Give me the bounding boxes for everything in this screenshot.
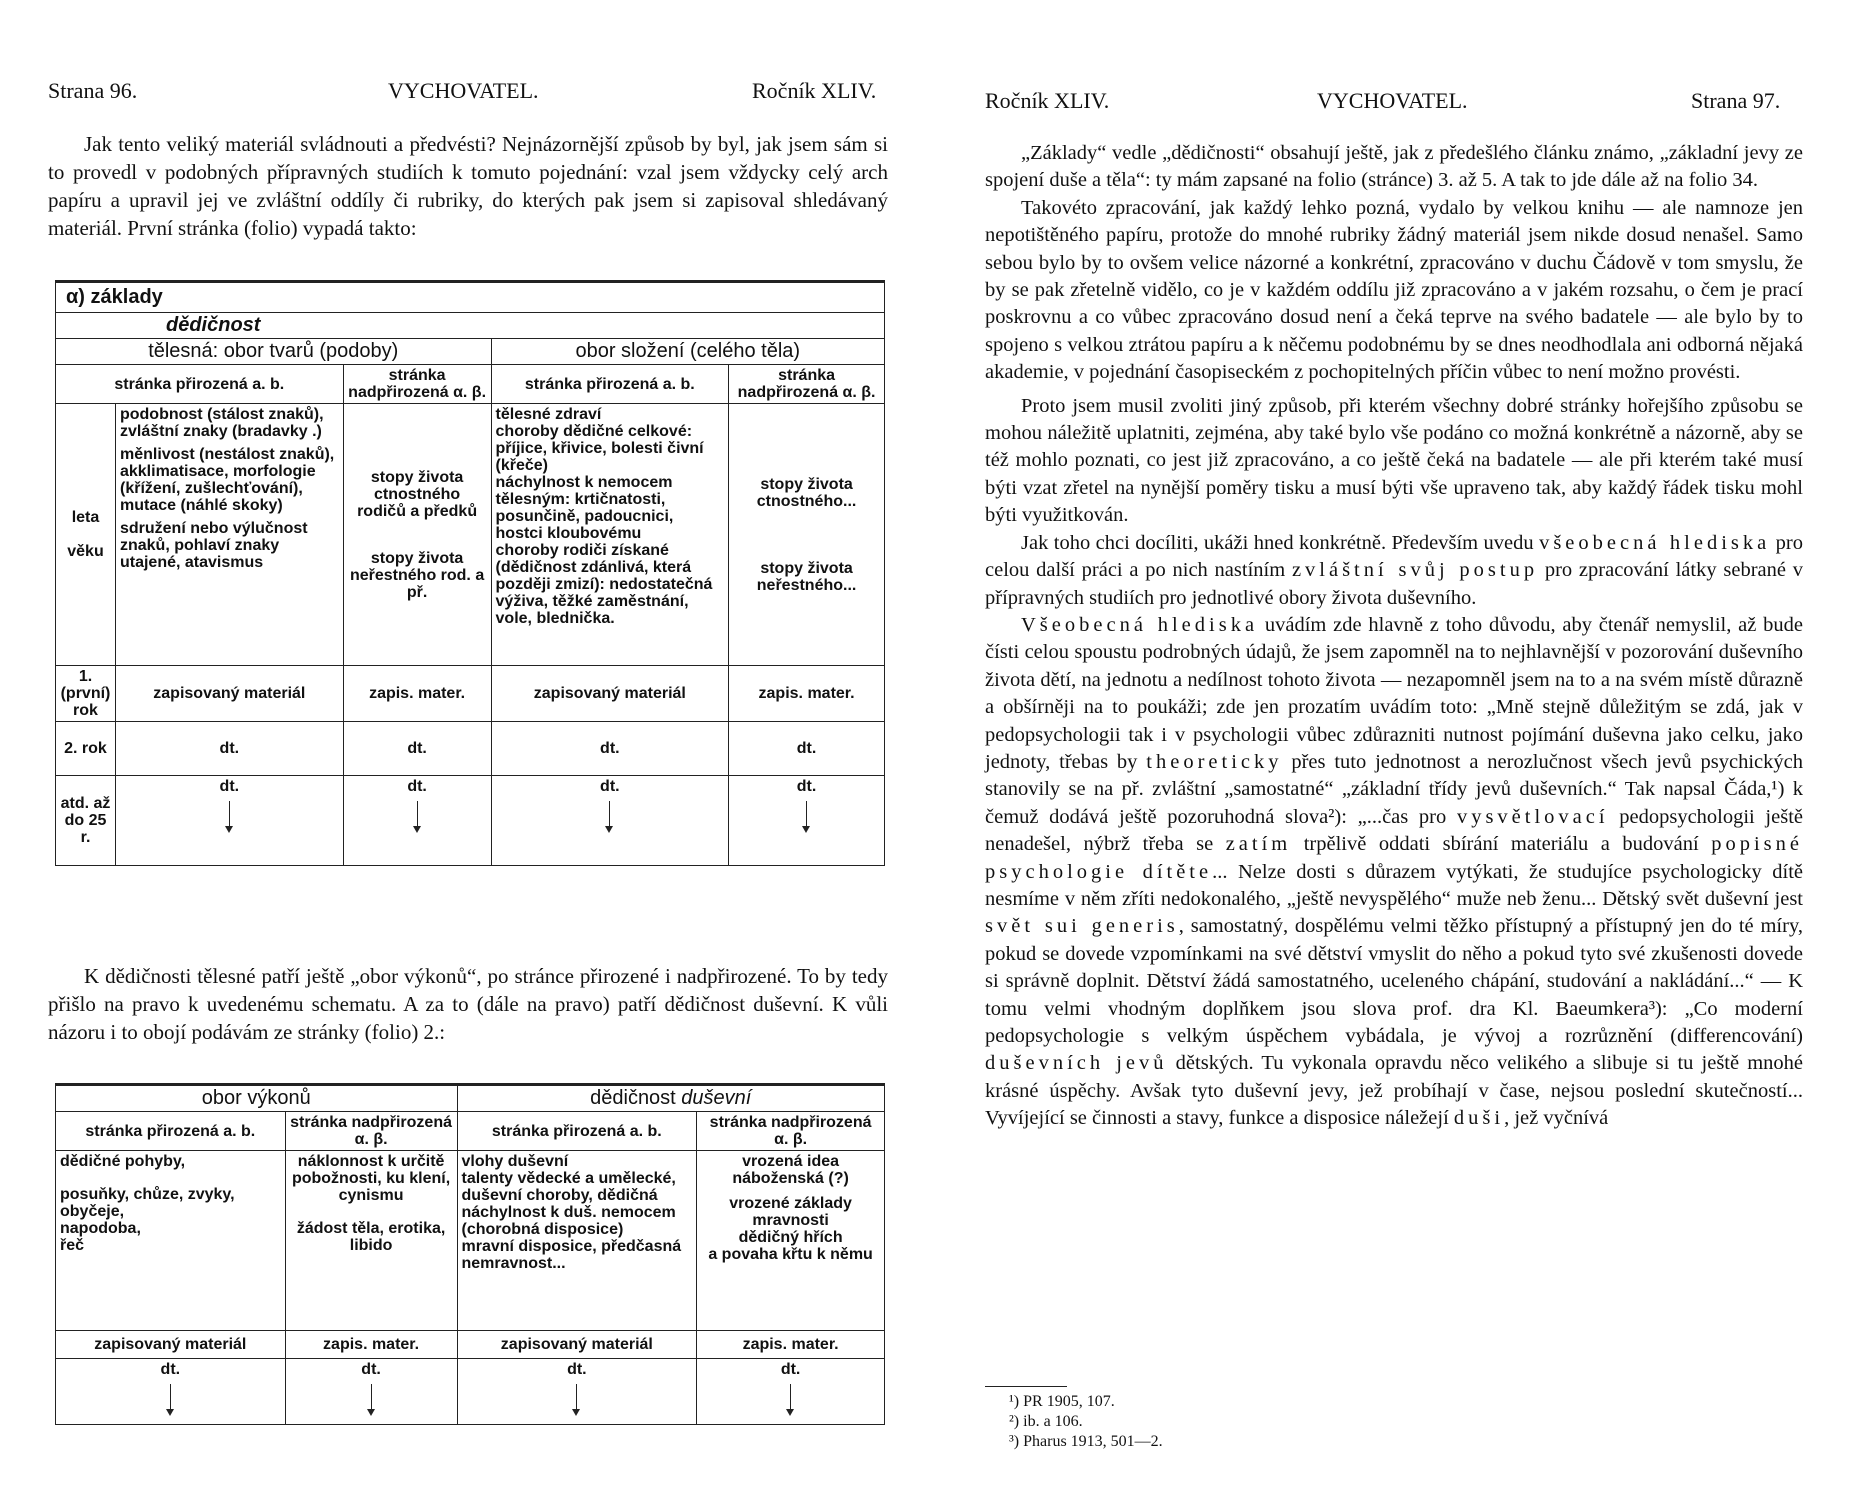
spaced-term: popisné psychologie dítěte: [985, 833, 1803, 883]
cell: zapisovaný materiál: [115, 666, 343, 722]
spaced-term: zatím: [1225, 833, 1292, 856]
down-arrow-icon: [371, 1384, 372, 1412]
cell-text: dt.: [796, 778, 817, 795]
body-text: [985, 140, 1803, 1133]
col-head: stránka přirozená a. b.: [491, 365, 729, 404]
col-head: stránka přirozená a. b.: [56, 1112, 286, 1151]
journal-title: VYCHOVATEL.: [388, 78, 539, 103]
cell: dt.: [115, 722, 343, 776]
cell-arrow: [115, 776, 343, 866]
footnote: ¹) PR 1905, 107.: [1009, 1393, 1115, 1410]
cell-arrow: [729, 776, 885, 866]
group-a-head: obor výkonů: [56, 1085, 458, 1112]
cell-line: řeč: [60, 1237, 85, 1254]
text-run: pedopsychologii ještě nenadešel, nýbrž třeba se: [985, 805, 1803, 856]
text-run: dětských. Tu vykonala opravdu něco velikého a slibuje si tu ještě mnohé krásné úspěchy. Avšak tyto duševní jevy, jež probíhají v čase, nejsou poslední skutečností... Vyvíjející se činnosti a stavy, funkce a disposice náležejí: [985, 1052, 1803, 1130]
footnote: ³) Pharus 1913, 501—2.: [1009, 1433, 1163, 1450]
cell-line: podobnost (stálost znaků), zvláštní znaky (bradavky .): [119, 406, 324, 440]
group-b-head: [457, 1085, 885, 1112]
cell-line: vlohy duševní: [461, 1153, 569, 1170]
cell-arrow: [457, 1359, 697, 1425]
cell-line: žádost těla, erotika, libido: [296, 1220, 446, 1254]
cell-line: duševní choroby, dědičná náchylnost k duš. nemocem (chorobná disposice): [461, 1187, 676, 1238]
text-run: pro celou další práci a po nich nastíním: [985, 531, 1803, 582]
cell-line: mravní disposice, předčasná nemravnost...: [461, 1238, 682, 1272]
cell: dt.: [729, 722, 885, 776]
cell-line: dědičné pohyby,: [60, 1153, 186, 1170]
cell-line: stopy života ctnostného rodičů a předků: [357, 468, 478, 520]
cell-line: měnlivost (nestálost znaků), akklimatisace, morfologie (křížení, zušlechťování), mutace (náhlé skoky): [119, 446, 335, 514]
cell-arrow: [491, 776, 729, 866]
section-label: α) základy: [56, 282, 885, 313]
cell-arrow: [697, 1359, 885, 1425]
cell-line: a povaha křtu k němu: [708, 1246, 873, 1263]
cell-line: choroby dědičné celkové: příjice, křivice, bolesti čivní (křeče): [495, 423, 704, 474]
group-b-head: obor složení (celého těla): [491, 339, 884, 365]
middle-text: K dědičnosti tělesné patří ještě „obor výkonů“, po stránce přirozené i nadpřirozené. To by tedy přišlo na pravo k uvedenému schematu. A za to (dále na pravo) patří dědičnost duševní. K vůli názoru i to obojí podávám ze stránky (folio) 2.:: [48, 964, 888, 1044]
cell-arrow: [343, 776, 491, 866]
footnotes: [1009, 1392, 1163, 1452]
page-number: Strana 97.: [1691, 88, 1781, 113]
cell: dt.: [491, 722, 729, 776]
text-run: ... Nelze dosti s důrazem vytýkati, že studujíce psychologicky dítě nesmíme v něm zříti nedokonalého, „ještě nevyspělého“ muže neb ženu... Dětský svět duševní jest: [985, 860, 1803, 910]
cell-form-natural: [115, 404, 343, 666]
spaced-term: všeobecná hlediska: [1539, 531, 1771, 554]
row-label: 2. rok: [56, 722, 116, 776]
journal-title: VYCHOVATEL.: [1317, 88, 1468, 113]
middle-paragraph: [48, 962, 888, 1046]
cell-performance-supernatural: [285, 1151, 457, 1331]
cell-line: náchylnost k nemocem tělesným: krtičnatosti, posunčině, padoucnici, hostci kloubovému: [495, 474, 674, 542]
paragraph-4: [985, 530, 1803, 612]
cell-line: stopy života ctnostného...: [756, 475, 857, 510]
paragraph-3: Proto jsem musil zvoliti jiný způsob, při kterém všechny dobré stránky hořejšího způsobu se mohou náležitě uplatniti, zejména, aby také bylo vše podáno co možná konkrétně a názorně, aby se též mohlo poznati, co jest již zpracováno, a co ještě čeká na badatele — ale při kterém také musí býti vzat zřetel na nynější poměry tisku a musí býti vše upraveno tak, aby každý řádek tisku mohl býti využitkován.: [985, 394, 1803, 527]
down-arrow-icon: [170, 1384, 171, 1412]
cell-mental-natural: [457, 1151, 697, 1331]
intro-paragraph: [48, 130, 888, 242]
cell: zapisovaný materiál: [457, 1331, 697, 1359]
down-arrow-icon: [576, 1384, 577, 1412]
group-b-head-2: duševní: [681, 1087, 752, 1109]
cell-line: stopy života neřestného rod. a př.: [349, 549, 485, 601]
text-run: pro zpracování látky sebrané v přípravných studiích pro jednotlivé obory života duševního.: [985, 559, 1803, 609]
cell-text: dt.: [160, 1361, 181, 1378]
footnote: ²) ib. a 106.: [1009, 1413, 1083, 1430]
cell-text: dt.: [567, 1361, 587, 1378]
cell-line: dědičný hřích: [738, 1229, 843, 1246]
text-run: Jak toho chci docíliti, ukáži hned konkrétně. Především uvedu: [1021, 531, 1540, 554]
cell-line: vrozené základy mravnosti: [729, 1195, 852, 1229]
col-head: stránka přirozená a. b.: [56, 365, 344, 404]
cell-text: dt.: [219, 778, 240, 795]
cell: zapis. mater.: [285, 1331, 457, 1359]
cell-arrow: [56, 1359, 286, 1425]
paragraph-5: [985, 612, 1803, 1133]
down-arrow-icon: [417, 801, 418, 829]
row-label: atd. až do 25 r.: [56, 776, 116, 866]
spaced-term: duševních jevů: [985, 1052, 1168, 1075]
cell-line: choroby rodiči získané (dědičnost zdánlivá, která později zmizí): nedostatečná výživa, těžké zaměstnání, vole, blednička.: [495, 542, 713, 627]
cell: zapisovaný materiál: [491, 666, 729, 722]
footnote-rule: [985, 1386, 1067, 1387]
volume-label: Ročník XLIV.: [985, 88, 1110, 113]
cell-arrow: [285, 1359, 457, 1425]
subsection-label: dědičnost: [56, 313, 885, 339]
cell: dt.: [343, 722, 491, 776]
cell-line: vrozená idea náboženská (?): [732, 1153, 849, 1187]
intro-text: Jak tento veliký materiál svládnouti a předvésti? Nejnázornější způsob by byl, jak jsem sám si to provedl v podobných přípravných studiích k tomuto pojednání: vzal jsem vždycky celý arch papíru a upravil jej ve zvláštní oddíly či rubriky, do kterých pak jsem si zapisoval shledávaný materiál. První stránka (folio) vypadá takto:: [48, 132, 888, 240]
text-run: uvádím zde hlavně z toho důvodu, aby čtenář nemyslil, až bude čísti celou spoustu podrobných údajů, že jsem zapomněl na to nejhlavnější v pozorování duševního života dětí, na jednotu a nedílnost tohoto života — nezapomněl jsem na to a na svém místě důrazně a obšírněji na to poukáži; zde jen prozatím uvádím toto: „Mně stejně důležitým se zdá, jak v pedopsychologii tak i v psychologii vůbec zdůrazniti nutnost pojímání duševna jako celku, jako jednoty, třebas by: [985, 613, 1803, 773]
schema-table-2: [55, 1083, 885, 1425]
cell-line: náklonnost k určitě pobožnosti, ku klení, cynismu: [291, 1153, 451, 1204]
cell-line: napodoba,: [60, 1220, 141, 1237]
down-arrow-icon: [806, 801, 807, 829]
col-head: stránka nadpřirozená α. β.: [729, 365, 885, 404]
text-run: , samostatný, dospělému velmi těžko přístupný a přístupný jen do té míry, pokud se dovede vzpomínkami na své dětství vmyslit do něho a pokud tyto své zkušenosti dovede si správně doplnit. Dětství žádá samostatného, uceleného chápání, studování a nakládání...“ — K tomu velmi vhodným doplňkem jsou slova prof. dra Kl. Baeumkera³): „Co moderní pedopsychologie s velkým úspěchem vybádala, je vývoj a rozrůznění (differencování): [985, 915, 1803, 1047]
group-a-head: tělesná: obor tvarů (podoby): [56, 339, 492, 365]
cell-text: dt.: [407, 778, 427, 795]
cell: zapis. mater.: [697, 1331, 885, 1359]
col-head: stránka nadpřirozená α. β.: [343, 365, 491, 404]
text-run: přes tuto jednotnost a nerozlučnost všech jevů psychických stanovily se na př. zvláštní „samostatné“ „základní třídy jevů duševních.“ Tak napsal Čáda,¹) k čemuž dodává ještě pozoruhodná slova²): „...čas pro: [985, 750, 1804, 828]
cell-line: stopy života neřestného...: [756, 559, 857, 594]
col-head: stránka nadpřirozená α. β.: [285, 1112, 457, 1151]
paragraph-2: Takovéto zpracování, jak každý lehko pozná, vydalo by velkou knihu — ale namnoze jen nepotištěného papíru, protože do mnohé rubriky žádný materiál jsem nikde dosud nenašel. Samo sebou bylo by to ovšem velice názorné a konkrétní, zpracováno v duchu Čádově v tom smyslu, že by se pak zřetelně vidělo, co je v každém oddílu již zpracováno a v jakém rozsahu, o čem je prací poskrovnu a co vůbec zpracováno dosud není a čeká teprve na svého badatele — ale bylo by to spojeno s velkou ztrátou papíru a k něčemu podobnému by se dnes neodhodlala ani odborná nějaká akademie, v pojednání časopiseckém z pochopitelných příčin vůbec to není možno provésti.: [985, 196, 1803, 384]
spaced-term: duši: [1453, 1107, 1505, 1130]
cell-composition-natural: [491, 404, 729, 666]
cell-composition-supernatural: [729, 404, 885, 666]
cell: zapis. mater.: [729, 666, 885, 722]
text-run: trpělivě oddati sbírání materiálu a budování: [1291, 833, 1712, 856]
right-page: [929, 0, 1858, 1500]
cell: zapisovaný materiál: [56, 1331, 286, 1359]
cell-text: dt.: [780, 1361, 801, 1378]
paragraph-1: „Základy“ vedle „dědičnosti“ obsahují ještě, jak z předešlého článku známo, „základní jevy ze spojení duše a těla“: ty mám zapsané na folio (stránce) 3. až 5. A tak to jde dále až na folio 34.: [985, 142, 1803, 192]
age-label: leta věku: [56, 404, 116, 666]
text-run: , jež vyčnívá: [1504, 1107, 1609, 1130]
spaced-term: theoreticky: [1146, 750, 1283, 773]
cell-form-supernatural: [343, 404, 491, 666]
row-label: 1. (první) rok: [56, 666, 116, 722]
cell-performance-natural: [56, 1151, 286, 1331]
col-head: stránka přirozená a. b.: [457, 1112, 697, 1151]
spaced-term: svět sui generis: [985, 915, 1179, 938]
cell-line: posuňky, chůze, zvyky, obyčeje,: [60, 1186, 235, 1220]
cell-line: talenty vědecké a umělecké,: [461, 1170, 676, 1187]
cell-line: sdružení nebo výlučnost znaků, pohlaví znaky utajené, atavismus: [119, 520, 308, 571]
down-arrow-icon: [790, 1384, 791, 1412]
down-arrow-icon: [609, 801, 610, 829]
spaced-term: zvláštní svůj postup: [1291, 559, 1539, 582]
group-b-head-1: dědičnost: [590, 1087, 682, 1109]
schema-table-1: [55, 280, 885, 866]
cell-line: tělesné zdraví: [495, 406, 602, 423]
cell: zapis. mater.: [343, 666, 491, 722]
cell-text: dt.: [600, 778, 620, 795]
volume-label: Ročník XLIV.: [752, 78, 877, 103]
spaced-term: Všeobecná hlediska: [1021, 613, 1259, 636]
page-number: Strana 96.: [48, 78, 138, 103]
spaced-term: vysvětlovací: [1456, 805, 1609, 828]
down-arrow-icon: [229, 801, 230, 829]
cell-mental-supernatural: [697, 1151, 885, 1331]
col-head: stránka nadpřirozená α. β.: [697, 1112, 885, 1151]
cell-text: dt.: [361, 1361, 381, 1378]
